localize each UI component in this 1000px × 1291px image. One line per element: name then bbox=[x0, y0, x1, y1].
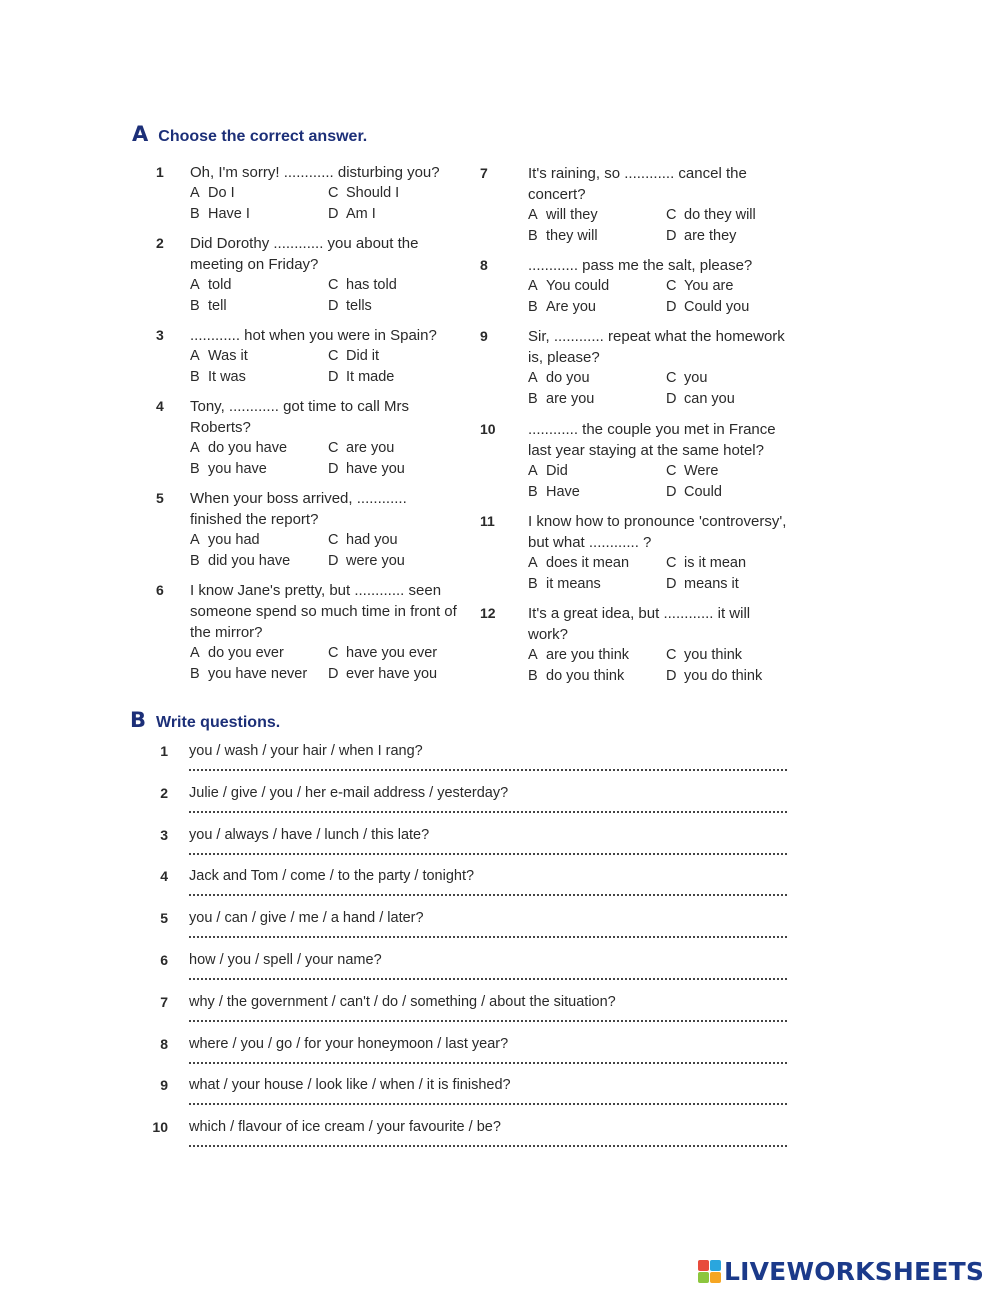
section-a-heading bbox=[132, 122, 367, 146]
option-letter: C bbox=[666, 370, 677, 386]
option-letter: D bbox=[328, 206, 339, 222]
option-text: you bbox=[684, 370, 708, 386]
question-prompt: why / the government / can't / do / something / about the situation? bbox=[189, 993, 616, 1010]
answer-option-c[interactable] bbox=[666, 461, 718, 482]
section-title: Write questions. bbox=[156, 714, 281, 731]
option-letter: C bbox=[666, 207, 677, 223]
question-number: 4 bbox=[156, 398, 164, 414]
option-letter: C bbox=[328, 277, 339, 293]
question-stem: ............ pass me the salt, please? bbox=[528, 257, 753, 274]
option-text: You could bbox=[546, 278, 610, 294]
answer-option-d[interactable] bbox=[328, 204, 376, 225]
logo-mark-square bbox=[698, 1260, 709, 1271]
option-text: Could you bbox=[684, 299, 750, 315]
question-stem: It's raining, so ............ cancel the concert? bbox=[528, 165, 747, 203]
write-question-10 bbox=[146, 1119, 796, 1159]
question-stem: ............ the couple you met in France last year staying at the same hotel? bbox=[528, 421, 776, 459]
answer-option-b[interactable] bbox=[190, 204, 250, 225]
question-number: 9 bbox=[480, 328, 488, 344]
answer-option-a[interactable] bbox=[190, 346, 248, 367]
option-letter: A bbox=[528, 463, 538, 479]
option-letter: B bbox=[528, 668, 538, 684]
option-text: have you ever bbox=[346, 645, 438, 661]
option-letter: A bbox=[190, 277, 200, 293]
question-number: 7 bbox=[160, 993, 168, 1010]
answer-input[interactable] bbox=[189, 936, 787, 938]
answer-option-d[interactable] bbox=[666, 226, 736, 247]
option-letter: D bbox=[328, 553, 339, 569]
option-letter: C bbox=[666, 555, 677, 571]
option-letter: C bbox=[328, 645, 339, 661]
answer-option-c[interactable] bbox=[666, 368, 707, 389]
question-stem: Tony, ............ got time to call Mrs Roberts? bbox=[190, 398, 409, 436]
answer-input[interactable] bbox=[189, 1145, 787, 1147]
option-letter: A bbox=[528, 647, 538, 663]
answer-input[interactable] bbox=[189, 853, 787, 855]
answer-option-b[interactable] bbox=[190, 664, 307, 685]
option-text: do you think bbox=[546, 668, 625, 684]
option-text: can you bbox=[684, 391, 735, 407]
option-letter: D bbox=[666, 391, 677, 407]
question-number: 9 bbox=[160, 1077, 168, 1094]
question-number: 12 bbox=[480, 605, 496, 621]
answer-option-b[interactable] bbox=[190, 551, 290, 572]
option-letter: D bbox=[666, 668, 677, 684]
option-letter: D bbox=[666, 228, 677, 244]
question-number: 4 bbox=[160, 868, 168, 885]
question-number: 2 bbox=[160, 784, 168, 801]
logo-mark-square bbox=[710, 1260, 721, 1271]
answer-input[interactable] bbox=[189, 1020, 787, 1022]
option-letter: A bbox=[190, 348, 200, 364]
option-text: Have I bbox=[208, 206, 250, 222]
logo-mark-icon bbox=[698, 1260, 721, 1283]
answer-option-b[interactable] bbox=[190, 459, 267, 480]
answer-input[interactable] bbox=[189, 894, 787, 896]
option-letter: C bbox=[666, 278, 677, 294]
question-stem: I know how to pronounce 'controversy', but what ............ ? bbox=[528, 513, 787, 551]
question-number: 5 bbox=[156, 490, 164, 506]
question-number: 10 bbox=[480, 421, 496, 437]
question-number: 2 bbox=[156, 235, 164, 251]
option-letter: C bbox=[666, 463, 677, 479]
option-letter: B bbox=[528, 484, 538, 500]
answer-option-d[interactable] bbox=[328, 551, 405, 572]
option-text: Have bbox=[546, 484, 580, 500]
question-prompt: where / you / go / for your honeymoon / last year? bbox=[189, 1035, 509, 1052]
answer-option-a[interactable] bbox=[190, 530, 260, 551]
write-question-8 bbox=[146, 1036, 796, 1076]
question-number: 10 bbox=[152, 1119, 168, 1136]
question-number: 11 bbox=[480, 513, 495, 529]
answer-option-a[interactable] bbox=[528, 645, 629, 666]
option-text: you had bbox=[208, 532, 260, 548]
option-text: is it mean bbox=[684, 555, 747, 571]
answer-option-c[interactable] bbox=[328, 438, 394, 459]
option-text: means it bbox=[684, 576, 739, 592]
write-question-2 bbox=[146, 785, 796, 825]
section-letter: B bbox=[130, 708, 147, 732]
logo-mark-square bbox=[698, 1272, 709, 1283]
option-letter: C bbox=[666, 647, 677, 663]
question-prompt: Julie / give / you / her e-mail address / yesterday? bbox=[189, 784, 509, 801]
option-letter: A bbox=[528, 555, 538, 571]
option-text: You are bbox=[684, 278, 734, 294]
question-number: 6 bbox=[160, 952, 168, 968]
option-letter: B bbox=[190, 461, 200, 477]
option-letter: B bbox=[190, 666, 200, 682]
option-text: told bbox=[208, 277, 232, 293]
option-text: are they bbox=[684, 228, 737, 244]
write-question-9 bbox=[146, 1077, 796, 1117]
option-letter: B bbox=[190, 553, 200, 569]
answer-option-c[interactable] bbox=[328, 643, 437, 664]
answer-option-c[interactable] bbox=[666, 645, 742, 666]
section-letter: A bbox=[132, 122, 149, 146]
option-text: does it mean bbox=[546, 555, 630, 571]
option-text: you have bbox=[208, 461, 267, 477]
question-number: 7 bbox=[480, 165, 488, 181]
option-letter: D bbox=[328, 369, 339, 385]
write-question-1 bbox=[146, 743, 796, 783]
write-question-7 bbox=[146, 994, 796, 1034]
answer-option-a[interactable] bbox=[190, 275, 231, 296]
answer-input[interactable] bbox=[189, 1062, 787, 1064]
option-text: It made bbox=[346, 369, 395, 385]
answer-option-d[interactable] bbox=[328, 296, 372, 317]
answer-option-a[interactable] bbox=[528, 276, 609, 297]
question-number: 1 bbox=[160, 743, 168, 759]
option-letter: D bbox=[666, 484, 677, 500]
answer-option-b[interactable] bbox=[528, 297, 596, 318]
logo-mark-square bbox=[710, 1272, 721, 1283]
answer-input[interactable] bbox=[189, 811, 787, 813]
answer-input[interactable] bbox=[189, 978, 787, 980]
option-text: do you ever bbox=[208, 645, 284, 661]
option-letter: D bbox=[666, 576, 677, 592]
answer-option-a[interactable] bbox=[528, 205, 598, 226]
option-text: will they bbox=[546, 207, 598, 223]
option-letter: C bbox=[328, 348, 339, 364]
question-stem: Did Dorothy ............ you about the meeting on Friday? bbox=[190, 235, 419, 273]
option-text: Could bbox=[684, 484, 722, 500]
option-letter: D bbox=[666, 299, 677, 315]
answer-option-b[interactable] bbox=[190, 296, 227, 317]
option-letter: D bbox=[328, 666, 339, 682]
option-letter: B bbox=[528, 576, 538, 592]
answer-option-c[interactable] bbox=[328, 275, 397, 296]
answer-option-d[interactable] bbox=[328, 367, 394, 388]
section-b-heading bbox=[130, 708, 280, 732]
option-text: it means bbox=[546, 576, 601, 592]
option-letter: D bbox=[328, 298, 339, 314]
question-stem: I know Jane's pretty, but ............ seen someone spend so much time in front of the mirror? bbox=[190, 582, 457, 641]
option-text: Should I bbox=[346, 185, 400, 201]
write-question-4 bbox=[146, 868, 796, 908]
option-text: ever have you bbox=[346, 666, 438, 682]
answer-option-b[interactable] bbox=[528, 482, 580, 503]
option-text: Did bbox=[546, 463, 568, 479]
option-text: Are you bbox=[546, 299, 596, 315]
option-letter: B bbox=[190, 298, 200, 314]
answer-option-d[interactable] bbox=[328, 664, 437, 685]
answer-option-b[interactable] bbox=[528, 666, 624, 687]
question-prompt: which / flavour of ice cream / your favourite / be? bbox=[189, 1119, 501, 1136]
answer-option-b[interactable] bbox=[190, 367, 246, 388]
option-letter: A bbox=[190, 185, 200, 201]
question-prompt: Jack and Tom / come / to the party / tonight? bbox=[189, 868, 475, 885]
answer-option-c[interactable] bbox=[328, 530, 398, 551]
option-text: tell bbox=[208, 298, 227, 314]
option-text: had you bbox=[346, 532, 398, 548]
question-number: 5 bbox=[160, 910, 168, 927]
logo-wordmark: LIVEWORKSHEETS bbox=[724, 1256, 985, 1286]
answer-option-a[interactable] bbox=[528, 461, 568, 482]
option-text: are you bbox=[346, 440, 395, 456]
option-letter: A bbox=[528, 370, 538, 386]
option-letter: B bbox=[528, 228, 538, 244]
question-number: 3 bbox=[160, 826, 168, 843]
answer-option-c[interactable] bbox=[666, 205, 756, 226]
question-stem: Sir, ............ repeat what the homework is, please? bbox=[528, 328, 785, 366]
question-number: 6 bbox=[156, 582, 164, 598]
answer-option-d[interactable] bbox=[328, 459, 405, 480]
answer-option-c[interactable] bbox=[666, 553, 746, 574]
option-letter: A bbox=[190, 440, 200, 456]
option-letter: C bbox=[328, 532, 339, 548]
answer-option-d[interactable] bbox=[666, 666, 762, 687]
write-question-3 bbox=[146, 827, 796, 867]
option-text: are you bbox=[546, 391, 595, 407]
question-number: 3 bbox=[156, 327, 164, 343]
answer-option-a[interactable] bbox=[528, 553, 629, 574]
write-question-6 bbox=[146, 952, 796, 992]
write-question-5 bbox=[146, 910, 796, 950]
answer-option-a[interactable] bbox=[190, 643, 284, 664]
option-text: are you think bbox=[546, 647, 630, 663]
option-text: do they will bbox=[684, 207, 756, 223]
answer-option-d[interactable] bbox=[666, 297, 749, 318]
answer-option-a[interactable] bbox=[190, 183, 235, 204]
option-text: Were bbox=[684, 463, 719, 479]
answer-input[interactable] bbox=[189, 769, 787, 771]
option-text: Was it bbox=[208, 348, 248, 364]
question-number: 8 bbox=[160, 1035, 168, 1052]
option-text: they will bbox=[546, 228, 598, 244]
liveworksheets-logo bbox=[698, 1256, 984, 1286]
option-letter: C bbox=[328, 185, 339, 201]
question-number: 1 bbox=[156, 164, 164, 180]
answer-option-b[interactable] bbox=[528, 574, 601, 595]
option-text: did you have bbox=[208, 553, 291, 569]
section-title: Choose the correct answer. bbox=[158, 128, 368, 145]
option-text: Do I bbox=[208, 185, 235, 201]
option-letter: D bbox=[328, 461, 339, 477]
option-text: you think bbox=[684, 647, 743, 663]
option-text: you do think bbox=[684, 668, 763, 684]
answer-option-d[interactable] bbox=[666, 389, 735, 410]
question-prompt: how / you / spell / your name? bbox=[189, 952, 382, 968]
option-text: It was bbox=[208, 369, 246, 385]
option-letter: B bbox=[528, 391, 538, 407]
question-stem: It's a great idea, but ............ it will work? bbox=[528, 605, 751, 643]
option-text: Did it bbox=[346, 348, 380, 364]
option-text: Am I bbox=[346, 206, 376, 222]
answer-option-a[interactable] bbox=[528, 368, 590, 389]
answer-option-c[interactable] bbox=[328, 346, 379, 367]
option-text: do you have bbox=[208, 440, 288, 456]
answer-option-d[interactable] bbox=[666, 574, 739, 595]
question-prompt: you / can / give / me / a hand / later? bbox=[189, 910, 424, 927]
question-stem: Oh, I'm sorry! ............ disturbing you? bbox=[190, 164, 440, 181]
option-text: has told bbox=[346, 277, 397, 293]
answer-option-b[interactable] bbox=[528, 389, 594, 410]
answer-option-b[interactable] bbox=[528, 226, 598, 247]
option-text: were you bbox=[346, 553, 405, 569]
option-letter: B bbox=[528, 299, 538, 315]
option-text: you have never bbox=[208, 666, 308, 682]
question-prompt: what / your house / look like / when / it is finished? bbox=[189, 1077, 511, 1094]
question-prompt: you / wash / your hair / when I rang? bbox=[189, 743, 423, 759]
answer-option-c[interactable] bbox=[328, 183, 399, 204]
question-stem: ............ hot when you were in Spain? bbox=[190, 327, 437, 344]
option-letter: A bbox=[190, 645, 200, 661]
answer-option-c[interactable] bbox=[666, 276, 733, 297]
option-text: tells bbox=[346, 298, 372, 314]
option-letter: A bbox=[190, 532, 200, 548]
answer-input[interactable] bbox=[189, 1103, 787, 1105]
question-number: 8 bbox=[480, 257, 488, 273]
option-letter: C bbox=[328, 440, 339, 456]
option-letter: B bbox=[190, 369, 200, 385]
option-text: have you bbox=[346, 461, 405, 477]
option-letter: B bbox=[190, 206, 200, 222]
option-letter: A bbox=[528, 207, 538, 223]
option-text: do you bbox=[546, 370, 590, 386]
answer-option-d[interactable] bbox=[666, 482, 722, 503]
question-prompt: you / always / have / lunch / this late? bbox=[189, 826, 430, 843]
answer-option-a[interactable] bbox=[190, 438, 287, 459]
option-letter: A bbox=[528, 278, 538, 294]
question-stem: When your boss arrived, ............ finished the report? bbox=[190, 490, 407, 528]
